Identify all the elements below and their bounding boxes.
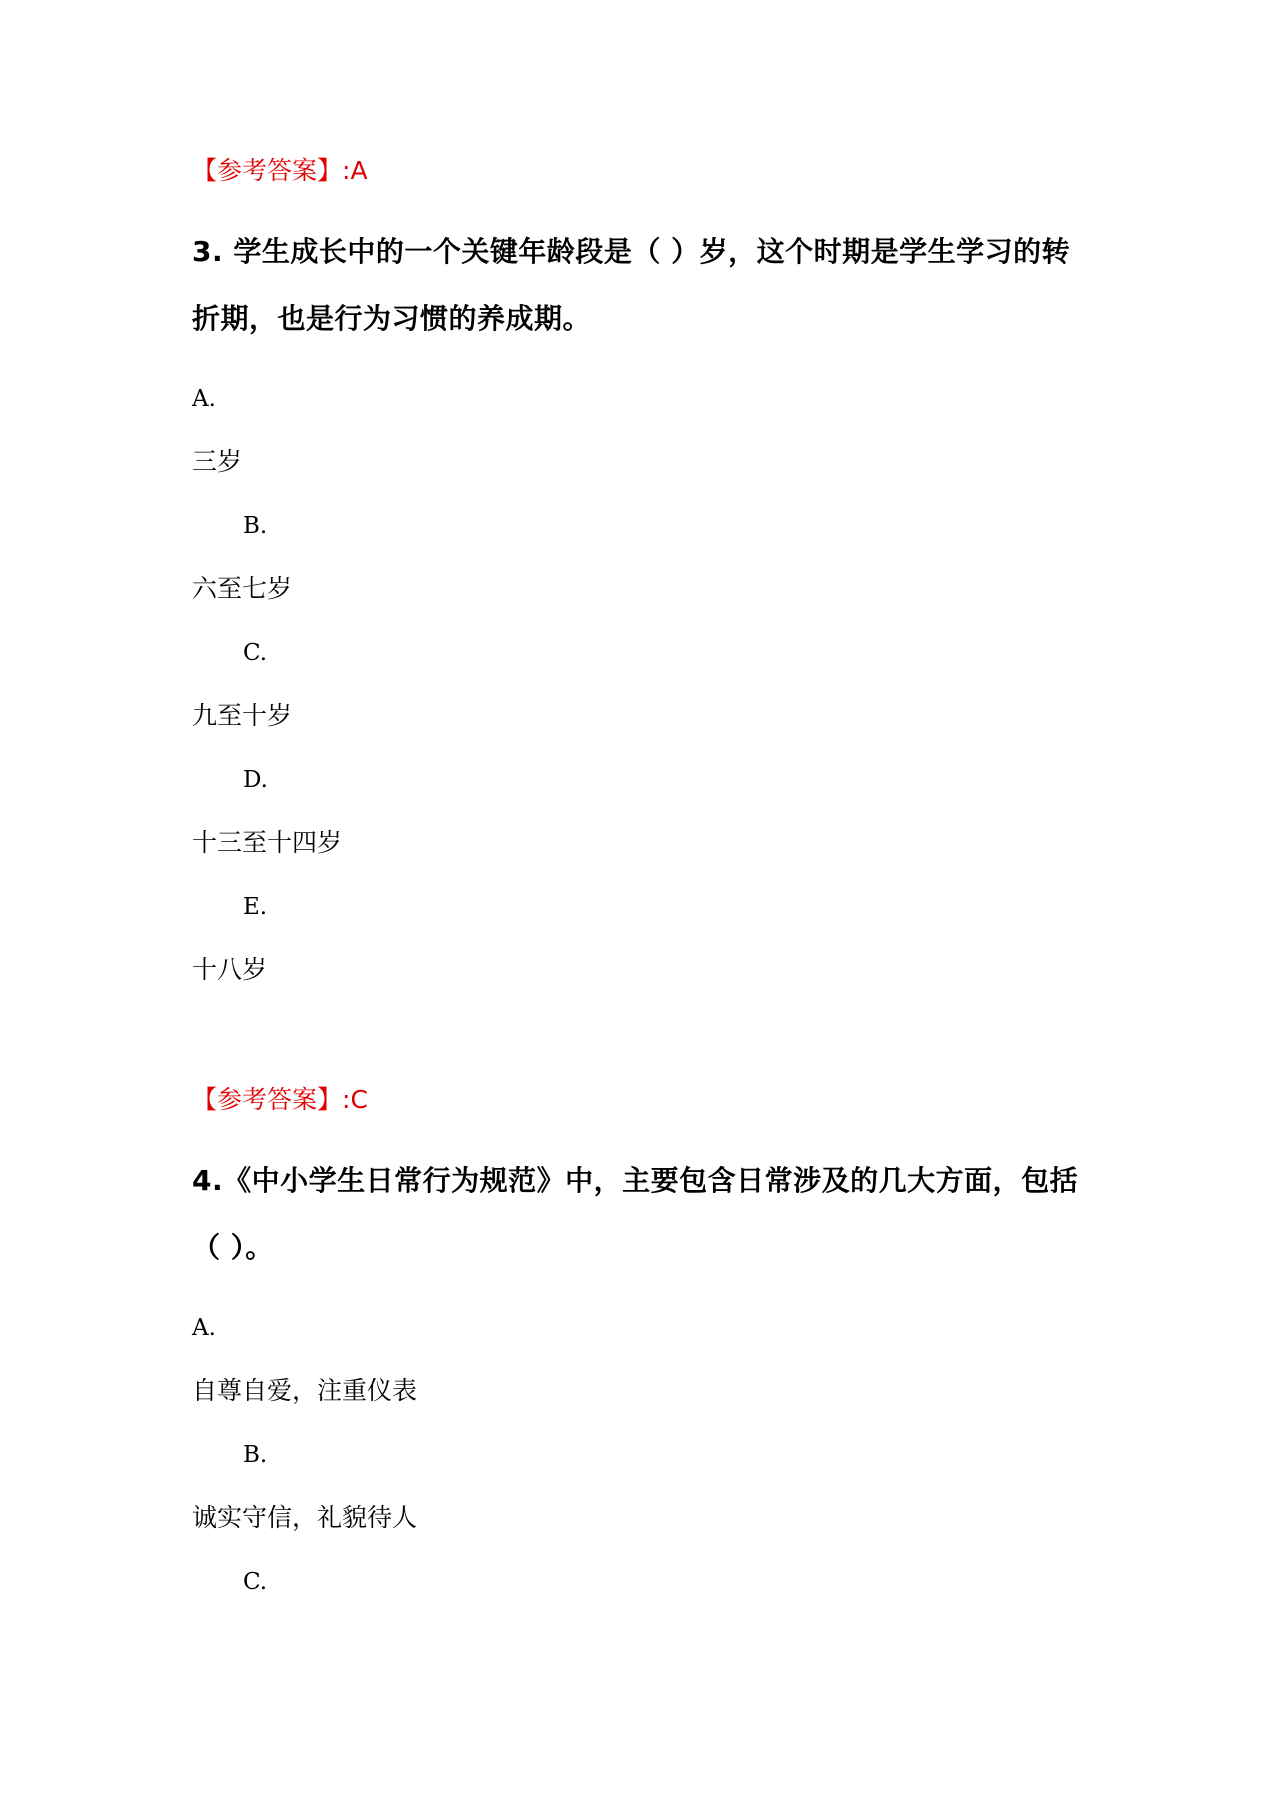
question-4-line-1: 4.《中小学生日常行为规范》中，主要包含日常涉及的几大方面，包括 — [192, 1164, 1079, 1197]
answer-separator: : — [342, 156, 351, 185]
answer-label: 【参考答案】 — [192, 156, 343, 185]
q3-option-e-text: 十八岁 — [192, 955, 268, 984]
reference-answer-q3 — [192, 1084, 368, 1116]
q3-option-e-letter: E. — [243, 894, 268, 920]
q3-option-c-text: 九至十岁 — [192, 701, 293, 730]
q4-option-a-letter: A. — [192, 1315, 216, 1341]
question-3-line-2: 折期，也是行为习惯的养成期。 — [192, 302, 592, 335]
q4-option-b-letter: B. — [243, 1442, 268, 1468]
question-4-line-2: （ ）。 — [192, 1231, 274, 1264]
answer-letter: A — [350, 156, 368, 185]
q4-option-c-letter: C. — [243, 1569, 268, 1595]
q3-option-c-letter: C. — [243, 640, 268, 666]
reference-answer-q2 — [192, 155, 368, 187]
q4-option-b-text: 诚实守信，礼貌待人 — [192, 1503, 418, 1532]
q3-option-b-text: 六至七岁 — [192, 574, 293, 603]
q3-option-b-letter: B. — [243, 513, 268, 539]
q3-option-a-letter: A. — [192, 386, 216, 412]
question-3-line-1: 3. 学生成长中的一个关键年龄段是（ ）岁，这个时期是学生学习的转 — [192, 235, 1071, 268]
answer-label: 【参考答案】 — [192, 1085, 343, 1114]
answer-letter: C — [350, 1085, 368, 1114]
answer-separator: : — [342, 1085, 351, 1114]
q3-option-d-letter: D. — [243, 767, 268, 793]
q4-option-a-text: 自尊自爱，注重仪表 — [192, 1376, 418, 1405]
q3-option-a-text: 三岁 — [192, 447, 243, 476]
q3-option-d-text: 十三至十四岁 — [192, 828, 343, 857]
